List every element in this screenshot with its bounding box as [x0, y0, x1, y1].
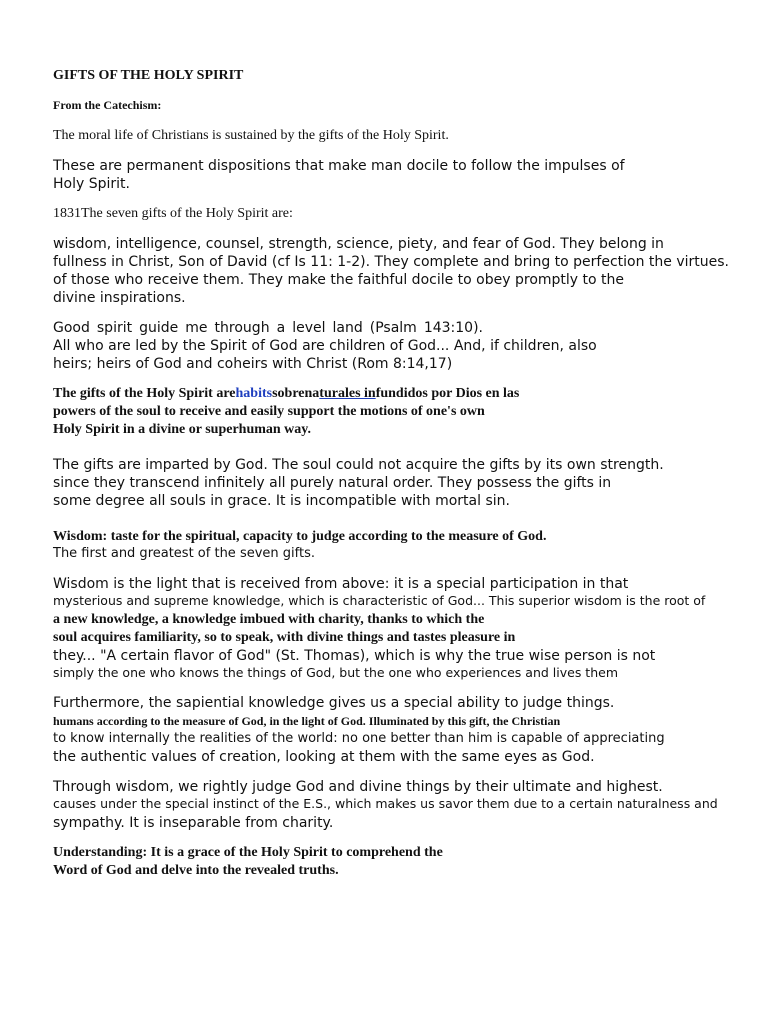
paragraph-line: of those who receive them. They make the faithful docile to obey promptly to the — [53, 272, 624, 288]
paragraph-line: a new knowledge, a knowledge imbued with charity, thanks to which the — [53, 612, 485, 627]
paragraph-line: some degree all souls in grace. It is incompatible with mortal sin. — [53, 493, 510, 509]
text-run: sobrena — [272, 386, 320, 401]
paragraph-line: Word of God and delve into the revealed truths. — [53, 863, 339, 878]
paragraph-line: since they transcend infinitely all purely natural order. They possess the gifts in — [53, 475, 612, 491]
paragraph-line: All who are led by the Spirit of God are children of God... And, if children, also — [53, 338, 597, 354]
paragraph-line: soul acquires familiarity, so to speak, with divine things and tastes pleasure in — [53, 630, 516, 645]
paragraph-line: divine inspirations. — [53, 290, 186, 306]
paragraph-line: to know internally the realities of the world: no one better than him is capable of appreciating — [53, 731, 665, 746]
habits-link[interactable]: habits — [235, 386, 273, 401]
paragraph-line: The gifts are imparted by God. The soul could not acquire the gifts by its own strength. — [53, 457, 664, 473]
paragraph-line: Understanding: It is a grace of the Holy Spirit to comprehend the — [53, 845, 443, 860]
paragraph-line: Holy Spirit in a divine or superhuman way. — [53, 422, 312, 437]
paragraph-line: The first and greatest of the seven gifts. — [53, 546, 315, 561]
paragraph-line: Wisdom is the light that is received from above: it is a special participation in that — [53, 576, 629, 592]
paragraph-line: powers of the soul to receive and easily support the motions of one's own — [53, 404, 485, 419]
paragraph-line: Furthermore, the sapiential knowledge gives us a special ability to judge things. — [53, 695, 615, 711]
paragraph-line — [53, 387, 519, 401]
paragraph-line: fullness in Christ, Son of David (cf Is 11: 1-2). They complete and bring to perfection the virtues. — [53, 254, 729, 270]
paragraph-line: simply the one who knows the things of God, but the one who experiences and lives them — [53, 665, 618, 680]
paragraph-line: mysterious and supreme knowledge, which is characteristic of God... This superior wisdom is the root of — [53, 593, 706, 608]
paragraph-line: The moral life of Christians is sustained by the gifts of the Holy Spirit. — [53, 128, 449, 143]
document-subtitle: From the Catechism: — [53, 98, 162, 112]
document-title: GIFTS OF THE HOLY SPIRIT — [53, 68, 244, 83]
paragraph-line: 1831The seven gifts of the Holy Spirit are: — [53, 206, 293, 221]
text-run: The gifts of the Holy Spirit are — [53, 386, 236, 401]
paragraph-line: Good spirit guide me through a level land (Psalm 143:10). — [53, 320, 483, 336]
paragraph-line: These are permanent dispositions that make man docile to follow the impulses of — [53, 158, 625, 174]
paragraph-line: Through wisdom, we rightly judge God and divine things by their ultimate and highest. — [53, 779, 663, 795]
paragraph-line: humans according to the measure of God, in the light of God. Illuminated by this gift, the Christian — [53, 714, 561, 728]
paragraph-line: wisdom, intelligence, counsel, strength, science, piety, and fear of God. They belong in — [53, 236, 664, 252]
section-heading: Wisdom: taste for the spiritual, capacity to judge according to the measure of God. — [53, 529, 547, 544]
paragraph-line: causes under the special instinct of the E.S., which makes us savor them due to a certain naturalness and — [53, 796, 718, 811]
text-run: fundidos por Dios en las — [375, 386, 520, 401]
paragraph-line: heirs; heirs of God and coheirs with Christ (Rom 8:14,17) — [53, 356, 453, 372]
paragraph-line: they... "A certain flavor of God" (St. Thomas), which is why the true wise person is not — [53, 648, 656, 664]
paragraph-line: the authentic values of creation, looking at them with the same eyes as God. — [53, 749, 595, 765]
underlined-text: turales in — [319, 386, 376, 401]
paragraph-line: Holy Spirit. — [53, 176, 130, 192]
paragraph-line: sympathy. It is inseparable from charity. — [53, 815, 334, 831]
